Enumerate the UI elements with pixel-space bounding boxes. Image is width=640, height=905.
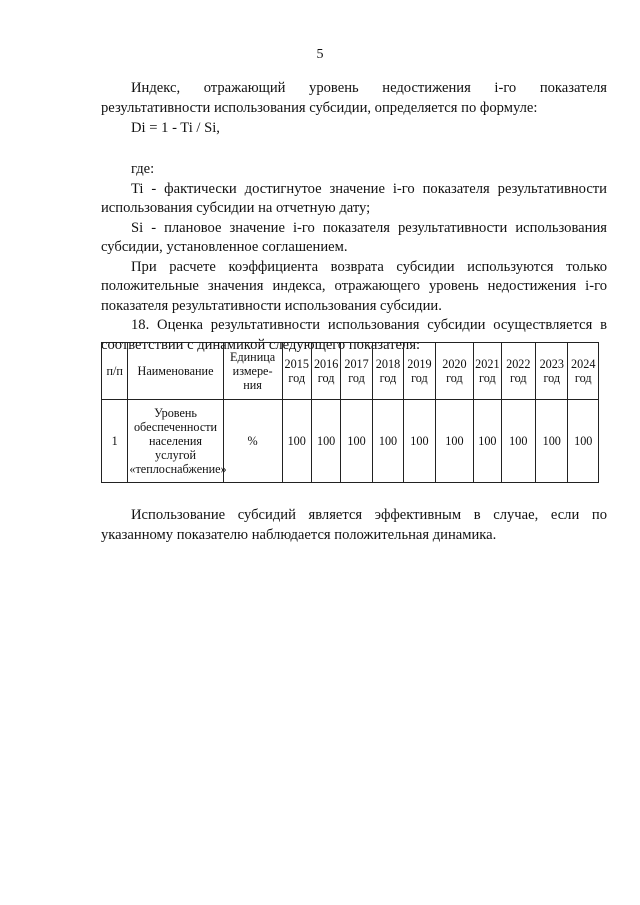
cell-name: Уровень обеспеченности населения услугой «теплоснабжение» <box>128 400 223 483</box>
table-row <box>102 400 599 483</box>
cell-value: 100 <box>372 400 403 483</box>
intro-block <box>101 79 607 118</box>
cell-value: 100 <box>341 400 372 483</box>
cell-value: 100 <box>282 400 311 483</box>
definitions-block <box>101 160 607 355</box>
where-label: где: <box>131 161 155 177</box>
header-year: 2022 год <box>501 343 535 400</box>
page-number: 5 <box>316 47 324 62</box>
header-year: 2021 год <box>474 343 501 400</box>
header-year: 2017 год <box>341 343 372 400</box>
header-unit: Единица измере-ния <box>223 343 282 400</box>
indicator-table <box>101 342 599 483</box>
cell-value: 100 <box>501 400 535 483</box>
definition-si: Si - плановое значение i-го показателя результативности использования субсидии, установленное соглашением. <box>101 219 607 255</box>
conclusion-paragraph: Использование субсидий является эффективным в случае, если по указанному показателю наблюдается положительная динамика. <box>101 507 607 543</box>
paragraph-positive-values: При расчете коэффициента возврата субсидии используются только положительные значения индекса, отражающего уровень недостижения i-го показателя результативности использования субсидии. <box>101 258 607 314</box>
intro-paragraph: Индекс, отражающий уровень недостижения i-го показателя результативности использования субсидии, определяется по формуле: <box>101 80 607 116</box>
cell-value: 100 <box>474 400 501 483</box>
header-year: 2024 год <box>568 343 599 400</box>
table-header-row <box>102 343 599 400</box>
cell-num: 1 <box>102 400 128 483</box>
header-num: п/п <box>102 343 128 400</box>
header-year: 2023 год <box>536 343 568 400</box>
cell-value: 100 <box>311 400 340 483</box>
cell-value: 100 <box>568 400 599 483</box>
header-year: 2015 год <box>282 343 311 400</box>
cell-unit: % <box>223 400 282 483</box>
header-year: 2020 год <box>435 343 474 400</box>
cell-value: 100 <box>435 400 474 483</box>
cell-value: 100 <box>536 400 568 483</box>
header-year: 2019 год <box>404 343 435 400</box>
header-year: 2018 год <box>372 343 403 400</box>
formula: Di = 1 - Ti / Si, <box>131 120 220 136</box>
conclusion-block <box>101 506 607 545</box>
header-year: 2016 год <box>311 343 340 400</box>
cell-value: 100 <box>404 400 435 483</box>
definition-ti: Ti - фактически достигнутое значение i-го показателя результативности использования субсидии на отчетную дату; <box>101 180 607 216</box>
header-name: Наименование <box>128 343 223 400</box>
paragraph-18: 18. Оценка результативности использования субсидии осуществляется в соответствии с динамикой следующего показателя: <box>101 317 607 353</box>
